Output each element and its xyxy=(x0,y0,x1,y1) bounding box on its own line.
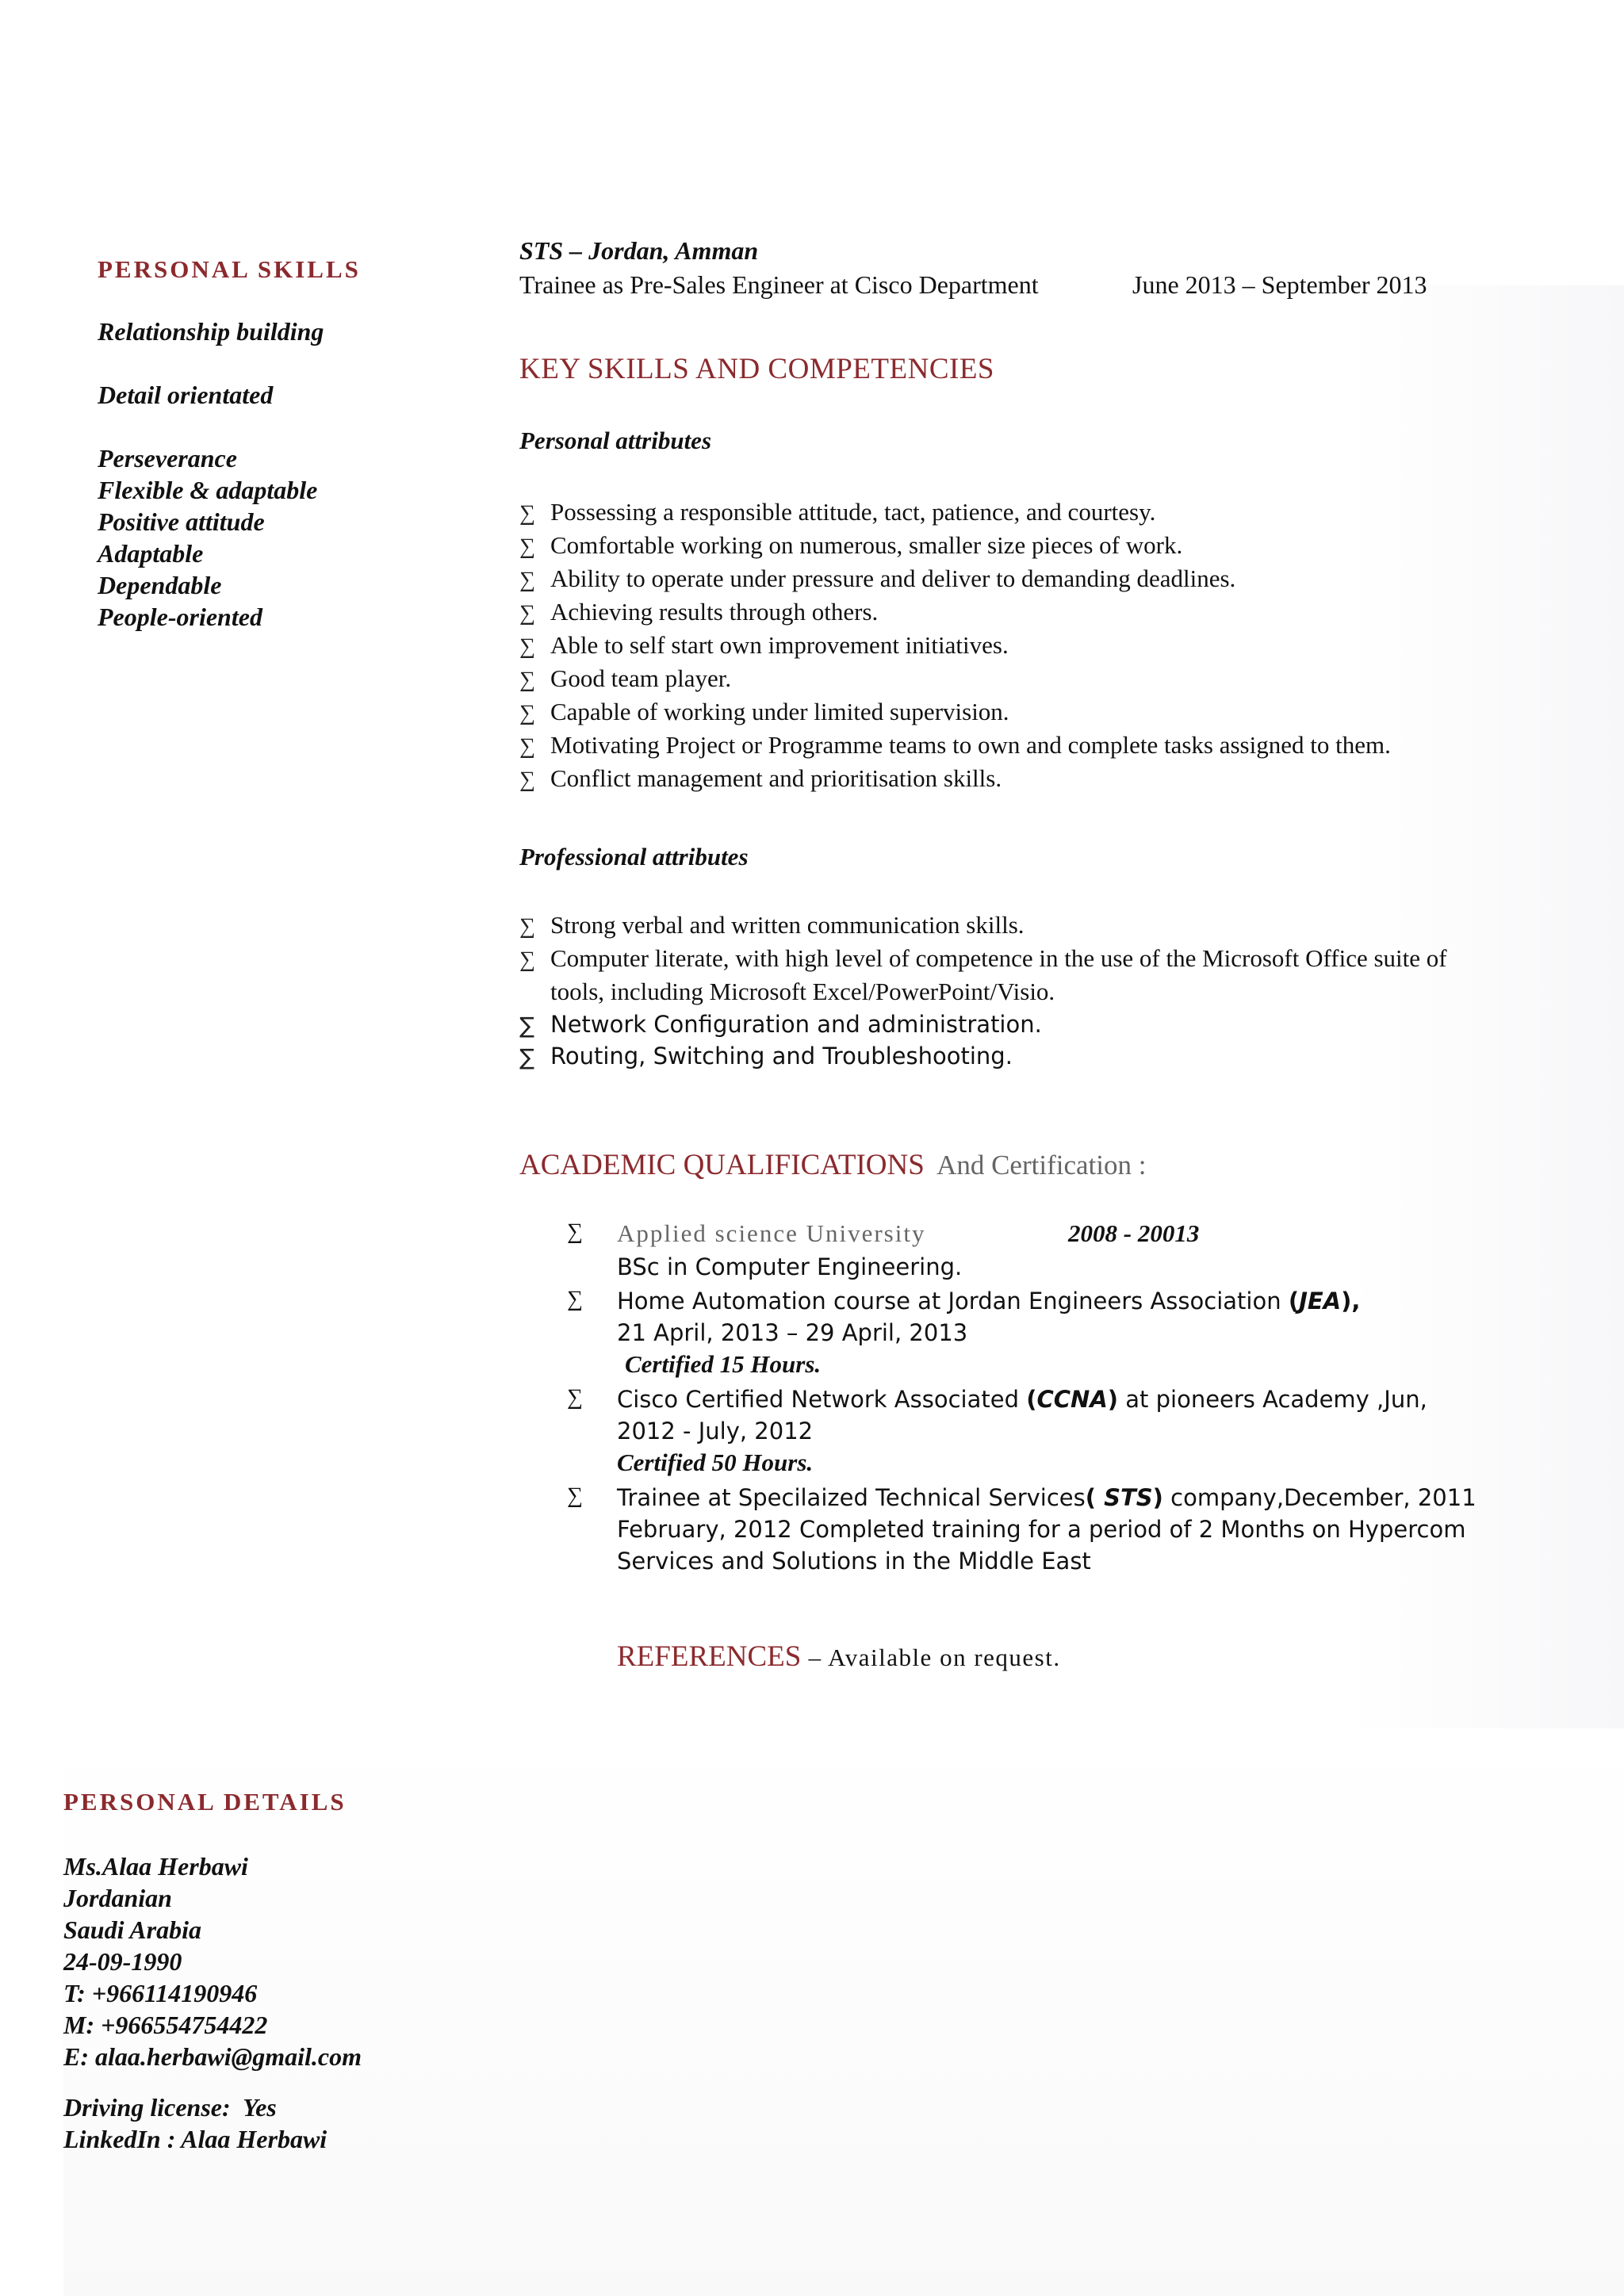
professional-attributes-list xyxy=(519,909,1503,1072)
list-item: ∑ Computer literate, with high level of competence in the use of the Microsoft Office suite of tools, including Microsoft Excel/PowerPoint/Visio. xyxy=(519,944,1447,1005)
bullet-icon: ∑ xyxy=(519,668,535,692)
bullet-icon: ∑ xyxy=(519,914,535,939)
personal-skills-list xyxy=(98,316,324,633)
detail-mobile: M: +966554754422 xyxy=(63,2011,268,2039)
home-automation-cert: Certified 15 Hours. xyxy=(625,1350,822,1378)
bullet-icon: ∑ xyxy=(567,1287,583,1311)
bullet-icon: ∑ xyxy=(519,767,535,792)
experience-company: STS – Jordan, Amman xyxy=(519,236,759,265)
experience-role: Trainee as Pre-Sales Engineer at Cisco Department xyxy=(519,270,1039,299)
detail-telephone: T: +966114190946 xyxy=(63,1979,258,2007)
list-item: ∑ Routing, Switching and Troubleshooting. xyxy=(519,1040,1503,1072)
academic-heading-suffix: And Certification : xyxy=(936,1150,1147,1181)
references-heading: REFERENCES xyxy=(617,1640,802,1673)
detail-email: E: alaa.herbawi@gmail.com xyxy=(63,2042,362,2071)
list-item: ∑ Good team player. xyxy=(519,662,1550,695)
personal-skills-heading: PERSONAL SKILLS xyxy=(98,255,361,283)
bullet-icon: ∑ xyxy=(519,701,535,725)
professional-attributes-title: Professional attributes xyxy=(519,843,749,871)
degree: BSc in Computer Engineering. xyxy=(617,1253,963,1280)
sts-training-line3: Services and Solutions in the Middle East xyxy=(617,1548,1091,1575)
list-item: ∑ Ability to operate under pressure and deliver to demanding deadlines. xyxy=(519,562,1550,595)
list-item: ∑ Capable of working under limited supervision. xyxy=(519,695,1550,729)
skill-item: Perseverance xyxy=(98,444,237,473)
home-automation-dates: 21 April, 2013 – 29 April, 2013 xyxy=(617,1319,968,1346)
bullet-icon: ∑ xyxy=(519,501,535,526)
skill-item: Adaptable xyxy=(98,539,204,568)
bullet-icon: ∑ xyxy=(519,947,535,972)
references-text: – Available on request. xyxy=(801,1644,1061,1671)
bullet-icon: ∑ xyxy=(519,634,535,659)
skill-item: Flexible & adaptable xyxy=(98,476,318,504)
list-item: ∑ Conflict management and prioritisation skills. xyxy=(519,762,1550,795)
detail-linkedin: LinkedIn : Alaa Herbawi xyxy=(63,2125,327,2153)
ccna-course: Cisco Certified Network Associated (CCNA) at pioneers Academy ,Jun, xyxy=(617,1386,1427,1413)
sts-training: Trainee at Specilaized Technical Services( STS) company,December, 2011 xyxy=(617,1484,1477,1511)
list-item: ∑ Network Configuration and administration. xyxy=(519,1008,1503,1040)
skill-item: Dependable xyxy=(98,571,222,599)
bullet-icon: ∑ xyxy=(519,734,535,759)
detail-birthdate: 24-09-1990 xyxy=(63,1947,182,1976)
skill-item: Relationship building xyxy=(98,317,324,346)
personal-details-heading: PERSONAL DETAILS xyxy=(63,1788,347,1816)
list-item: ∑ Motivating Project or Programme teams to own and complete tasks assigned to them. xyxy=(519,729,1550,762)
home-automation-course: Home Automation course at Jordan Engineers Association (JEA), xyxy=(617,1288,1361,1314)
personal-attributes-title: Personal attributes xyxy=(519,427,712,454)
detail-nationality: Jordanian xyxy=(63,1884,172,1912)
skill-item: People-oriented xyxy=(98,603,262,631)
list-item: ∑ Possessing a responsible attitude, tact, patience, and courtesy. xyxy=(519,496,1550,529)
detail-name: Ms.Alaa Herbawi xyxy=(63,1852,248,1881)
detail-country: Saudi Arabia xyxy=(63,1915,201,1944)
list-item: ∑ Achieving results through others. xyxy=(519,595,1550,629)
ccna-dates: 2012 - July, 2012 xyxy=(617,1418,814,1445)
university-years: 2008 - 20013 xyxy=(1068,1219,1200,1247)
personal-attributes-list xyxy=(519,496,1550,795)
bullet-icon: ∑ xyxy=(567,1219,583,1244)
bullet-icon: ∑ xyxy=(519,601,535,626)
academic-heading xyxy=(519,1148,1146,1182)
list-item: ∑ Able to self start own improvement initiatives. xyxy=(519,629,1550,662)
detail-driving-license: Driving license: Yes xyxy=(63,2093,277,2122)
university-name: Applied science University xyxy=(617,1219,926,1247)
list-item: ∑ Strong verbal and written communication skills. xyxy=(519,909,1503,942)
skill-item: Detail orientated xyxy=(98,381,274,409)
bullet-icon: ∑ xyxy=(519,1044,534,1070)
ccna-cert: Certified 50 Hours. xyxy=(617,1448,814,1476)
key-skills-heading: KEY SKILLS AND COMPETENCIES xyxy=(519,353,995,385)
references xyxy=(617,1640,1061,1674)
sts-training-line2: February, 2012 Completed training for a period of 2 Months on Hypercom xyxy=(617,1516,1466,1543)
experience-dates: June 2013 – September 2013 xyxy=(1132,270,1427,299)
bullet-icon: ∑ xyxy=(567,1385,583,1410)
bullet-icon: ∑ xyxy=(519,1012,534,1039)
skill-item: Positive attitude xyxy=(98,507,265,536)
bullet-icon: ∑ xyxy=(519,568,535,592)
list-item: ∑ Comfortable working on numerous, smaller size pieces of work. xyxy=(519,529,1550,562)
personal-details-list xyxy=(63,1850,362,2155)
academic-heading-title: ACADEMIC QUALIFICATIONS xyxy=(519,1149,925,1181)
bullet-icon: ∑ xyxy=(567,1483,583,1508)
bullet-icon: ∑ xyxy=(519,534,535,559)
